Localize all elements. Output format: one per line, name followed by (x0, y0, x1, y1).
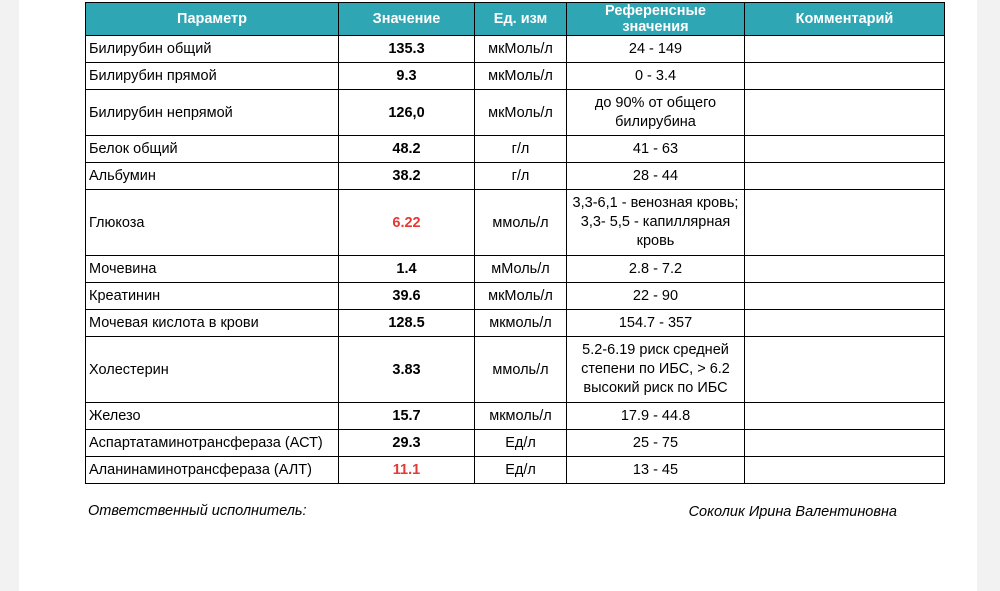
reference-cell: 25 - 75 (567, 430, 745, 457)
unit-cell: ммоль/л (475, 337, 567, 403)
value-cell: 135.3 (339, 36, 475, 63)
unit-cell: мкМоль/л (475, 63, 567, 90)
reference-cell: 17.9 - 44.8 (567, 403, 745, 430)
table-row (86, 430, 945, 457)
unit-cell: мкмоль/л (475, 310, 567, 337)
table-row (86, 283, 945, 310)
param-cell: Билирубин прямой (86, 63, 339, 90)
unit-cell: г/л (475, 163, 567, 190)
unit-cell: мкМоль/л (475, 36, 567, 63)
reference-cell: 0 - 3.4 (567, 63, 745, 90)
value-cell: 126,0 (339, 90, 475, 136)
reference-cell: 5.2-6.19 риск средней степени по ИБС, > 6.2 высокий риск по ИБС (567, 337, 745, 403)
table-row (86, 457, 945, 484)
comment-cell (745, 403, 945, 430)
param-cell: Железо (86, 403, 339, 430)
unit-cell: мкМоль/л (475, 283, 567, 310)
reference-cell: 13 - 45 (567, 457, 745, 484)
unit-cell: мМоль/л (475, 256, 567, 283)
lab-results-table (85, 2, 945, 484)
unit-cell: ммоль/л (475, 190, 567, 256)
value-cell: 39.6 (339, 283, 475, 310)
table-row (86, 403, 945, 430)
param-cell: Аспартатаминотрансфераза (АСТ) (86, 430, 339, 457)
table-row (86, 190, 945, 256)
unit-cell: Ед/л (475, 457, 567, 484)
comment-cell (745, 337, 945, 403)
reference-cell: 28 - 44 (567, 163, 745, 190)
value-cell: 6.22 (339, 190, 475, 256)
param-cell: Аланинаминотрансфераза (АЛТ) (86, 457, 339, 484)
header-unit: Ед. изм (475, 3, 567, 36)
table-row (86, 163, 945, 190)
table-row (86, 36, 945, 63)
comment-cell (745, 430, 945, 457)
table-row (86, 90, 945, 136)
param-cell: Билирубин общий (86, 36, 339, 63)
comment-cell (745, 256, 945, 283)
unit-cell: Ед/л (475, 430, 567, 457)
unit-cell: мкмоль/л (475, 403, 567, 430)
param-cell: Креатинин (86, 283, 339, 310)
comment-cell (745, 90, 945, 136)
report-sheet (19, 0, 977, 591)
value-cell: 3.83 (339, 337, 475, 403)
header-value: Значение (339, 3, 475, 36)
comment-cell (745, 283, 945, 310)
comment-cell (745, 163, 945, 190)
unit-cell: мкМоль/л (475, 90, 567, 136)
table-row (86, 310, 945, 337)
reference-cell: 3,3-6,1 - венозная кровь; 3,3- 5,5 - капиллярная кровь (567, 190, 745, 256)
comment-cell (745, 457, 945, 484)
comment-cell (745, 63, 945, 90)
param-cell: Мочевина (86, 256, 339, 283)
value-cell: 11.1 (339, 457, 475, 484)
param-cell: Альбумин (86, 163, 339, 190)
reference-cell: 22 - 90 (567, 283, 745, 310)
header-reference: Референсные значения (567, 3, 745, 36)
executor-name: Соколик Ирина Валентиновна (688, 504, 897, 520)
value-cell: 48.2 (339, 136, 475, 163)
value-cell: 29.3 (339, 430, 475, 457)
comment-cell (745, 36, 945, 63)
responsible-executor-label: Ответственный исполнитель: (88, 503, 307, 519)
unit-cell: г/л (475, 136, 567, 163)
value-cell: 38.2 (339, 163, 475, 190)
reference-cell: 24 - 149 (567, 36, 745, 63)
reference-cell: до 90% от общего билирубина (567, 90, 745, 136)
table-row (86, 256, 945, 283)
value-cell: 9.3 (339, 63, 475, 90)
param-cell: Холестерин (86, 337, 339, 403)
reference-cell: 154.7 - 357 (567, 310, 745, 337)
param-cell: Мочевая кислота в крови (86, 310, 339, 337)
reference-cell: 41 - 63 (567, 136, 745, 163)
comment-cell (745, 190, 945, 256)
comment-cell (745, 310, 945, 337)
header-comment: Комментарий (745, 3, 945, 36)
comment-cell (745, 136, 945, 163)
table-row (86, 337, 945, 403)
table-row (86, 63, 945, 90)
reference-cell: 2.8 - 7.2 (567, 256, 745, 283)
param-cell: Глюкоза (86, 190, 339, 256)
table-row (86, 136, 945, 163)
value-cell: 128.5 (339, 310, 475, 337)
param-cell: Билирубин непрямой (86, 90, 339, 136)
value-cell: 15.7 (339, 403, 475, 430)
value-cell: 1.4 (339, 256, 475, 283)
param-cell: Белок общий (86, 136, 339, 163)
header-parameter: Параметр (86, 3, 339, 36)
table-header-row (86, 3, 945, 36)
